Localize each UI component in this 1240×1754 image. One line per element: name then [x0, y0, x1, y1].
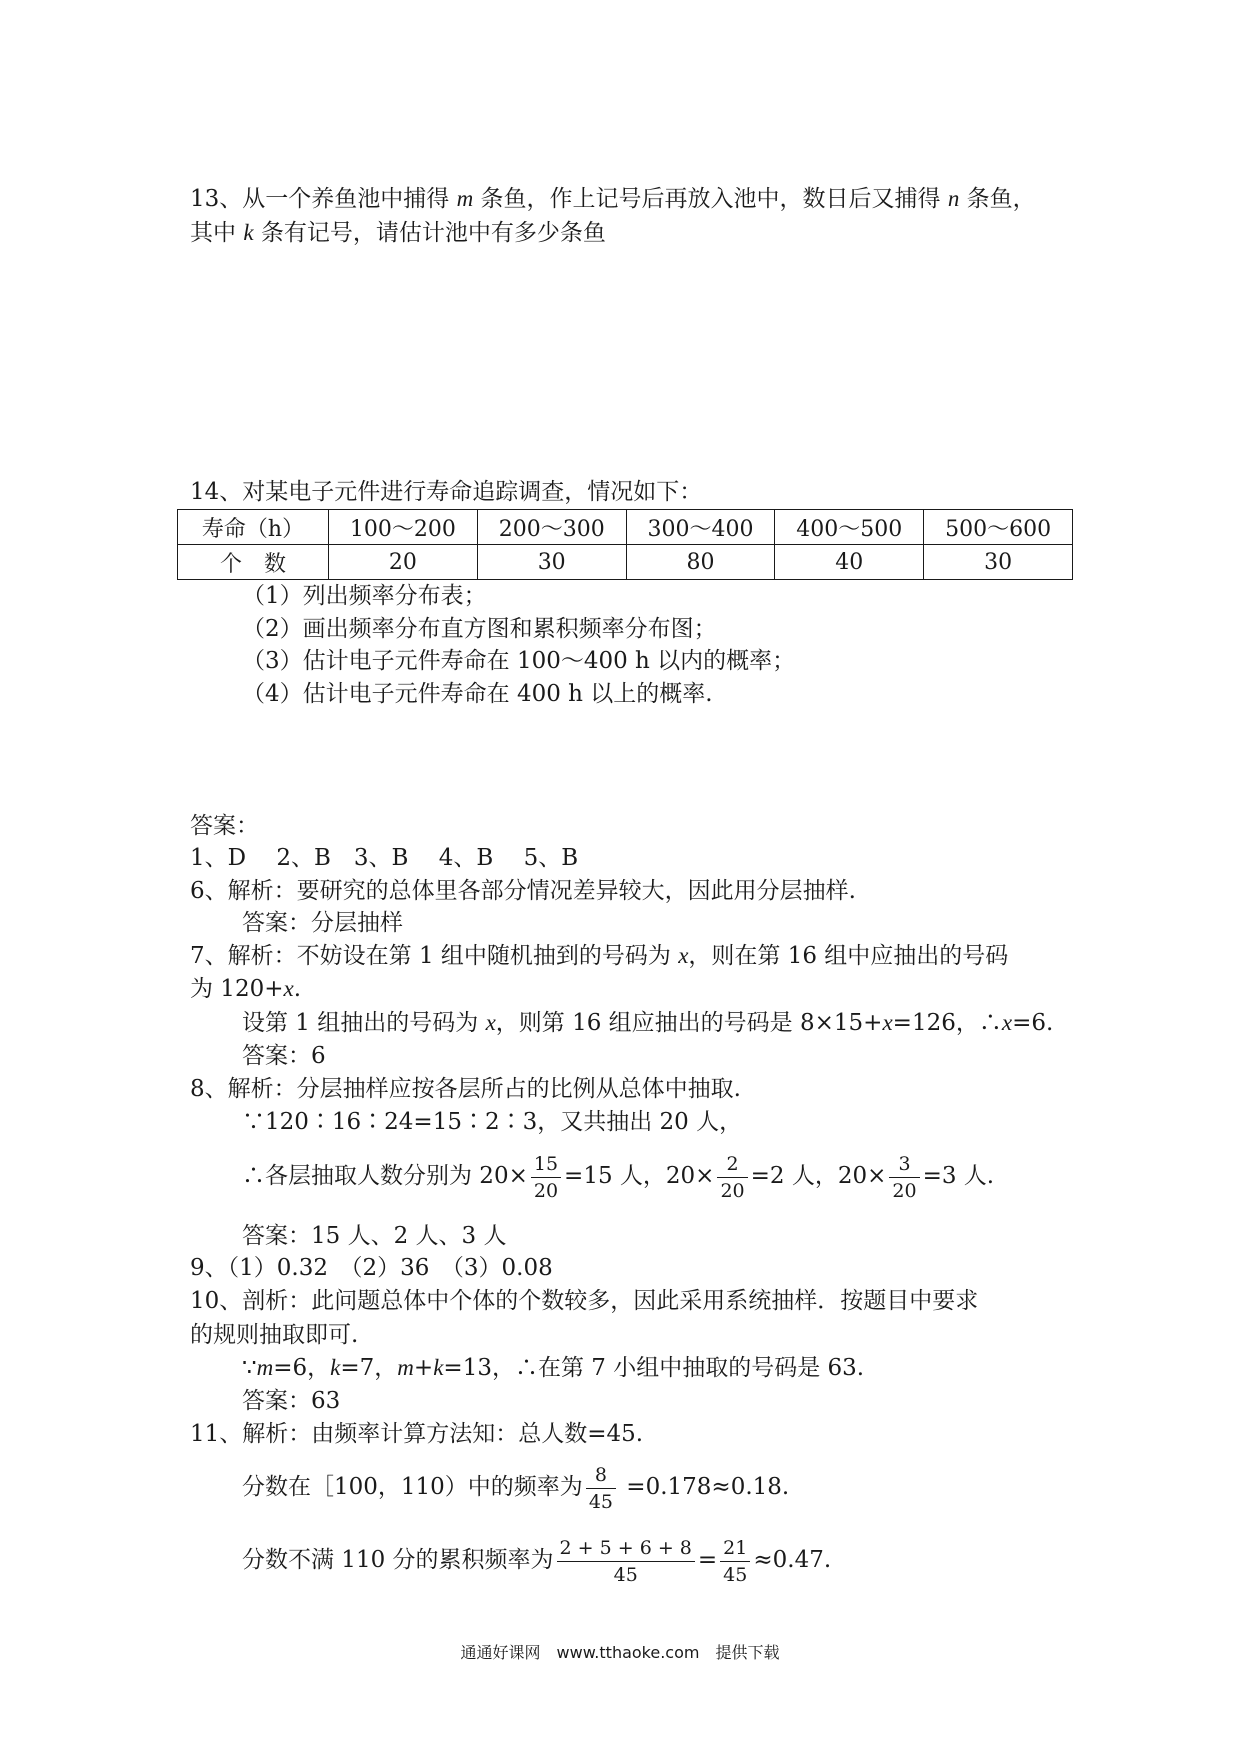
answer-text: 分数在［100，110）中的频率为: [242, 1474, 583, 1500]
fraction-denominator: 20: [720, 1179, 745, 1202]
answer-11-line-3: [242, 1532, 831, 1588]
q14-task-2: （2）画出频率分布直方图和累积频率分布图；: [242, 616, 717, 642]
answer-text: 为 120+: [190, 976, 284, 1002]
answer-text: =: [697, 1547, 718, 1573]
fraction-denominator: 45: [588, 1490, 613, 1513]
lifetime-table: [177, 509, 1073, 580]
table-cell: 40: [775, 545, 924, 580]
table-cell: 100～200: [329, 510, 478, 545]
answer-8-line-4: 答案：15 人、2 人、3 人: [242, 1223, 507, 1249]
answer-text: ，则第 16 组应抽出的号码是 8×15+: [495, 1010, 883, 1036]
answer-8-line-2: ∵120∶16∶24=15∶2∶3，又共抽出 20 人，: [242, 1109, 743, 1135]
var-k: k: [433, 1355, 444, 1380]
answer-10-line-3: [242, 1353, 864, 1383]
answer-10-line-1: 10、剖析：此问题总体中个体的个数较多，因此采用系统抽样．按题目中要求: [190, 1288, 979, 1314]
answers-heading: 答案：: [190, 813, 259, 839]
table-cell: 300～400: [626, 510, 775, 545]
answer-text: =13，∴在第 7 小组中抽取的号码是 63.: [443, 1355, 865, 1381]
var-n: n: [947, 186, 960, 211]
answer-text: =2 人，20×: [750, 1163, 887, 1189]
fraction-denominator: 45: [613, 1563, 638, 1586]
answer-text: =6，: [273, 1355, 331, 1381]
answer-text: +: [413, 1355, 434, 1381]
fraction: [889, 1153, 919, 1202]
answer-6-line-2: 答案：分层抽样: [242, 910, 403, 936]
answer-text: .: [293, 976, 302, 1002]
var-x: x: [882, 1010, 893, 1035]
q13-text: 13、从一个养鱼池中捕得: [190, 186, 457, 212]
table-row: [178, 510, 1073, 545]
fraction: [717, 1153, 747, 1202]
answer-text: =3 人.: [922, 1163, 995, 1189]
var-k: k: [243, 220, 254, 245]
q13-text: 条鱼，作上记号后再放入池中，数日后又捕得: [473, 186, 948, 212]
fraction-numerator: 8: [586, 1464, 616, 1489]
var-m: m: [397, 1355, 414, 1380]
answer-text: =126，∴: [892, 1010, 1002, 1036]
fraction-numerator: 15: [531, 1153, 561, 1178]
answer-text: 7、解析：不妨设在第 1 组中随机抽到的号码为: [190, 943, 679, 969]
fraction-denominator: 45: [723, 1563, 748, 1586]
answer-10-line-2: 的规则抽取即可.: [190, 1322, 359, 1348]
answers-1-5: 1、D 2、B 3、B 4、B 5、B: [190, 845, 579, 871]
answer-7-line-3: [242, 1008, 1053, 1038]
answer-text: ≈0.47.: [753, 1547, 832, 1573]
q13-line-1: [190, 184, 1036, 214]
answer-text: 分数不满 110 分的累积频率为: [242, 1547, 554, 1573]
answer-text: =0.178≈0.18.: [619, 1474, 790, 1500]
answer-6-line-1: 6、解析：要研究的总体里各部分情况差异较大，因此用分层抽样.: [190, 878, 856, 904]
answer-text: ，则在第 16 组中应抽出的号码: [688, 943, 1009, 969]
answer-text: ∴各层抽取人数分别为 20×: [242, 1163, 528, 1189]
q13-text: 条有记号，请估计池中有多少条鱼: [253, 220, 606, 246]
answer-8-line-3: [242, 1148, 994, 1204]
fraction-denominator: 20: [533, 1179, 559, 1202]
fraction: [720, 1537, 750, 1586]
table-cell: 寿命（h）: [178, 510, 329, 545]
answer-9: 9、（1）0.32 （2）36 （3）0.08: [190, 1255, 553, 1281]
answer-11-line-2: [242, 1459, 789, 1515]
answer-7-line-4: 答案：6: [242, 1043, 326, 1069]
table-cell: 80: [626, 545, 775, 580]
answer-text: 设第 1 组抽出的号码为: [242, 1010, 486, 1036]
q14-intro: 14、对某电子元件进行寿命追踪调查，情况如下：: [190, 479, 703, 505]
table-cell: 30: [924, 545, 1073, 580]
q14-task-3: （3）估计电子元件寿命在 100～400 h 以内的概率；: [242, 648, 796, 674]
answer-8-line-1: 8、解析：分层抽样应按各层所占的比例从总体中抽取.: [190, 1076, 741, 1102]
var-x: x: [1001, 1010, 1013, 1035]
var-m: m: [456, 186, 474, 211]
table-cell: 20: [329, 545, 478, 580]
answer-text: =15 人，20×: [564, 1163, 715, 1189]
var-x: x: [283, 976, 294, 1001]
table-cell: 400～500: [775, 510, 924, 545]
fraction-denominator: 20: [892, 1179, 917, 1202]
fraction-numerator: 21: [720, 1537, 750, 1562]
q13-line-2: [190, 218, 606, 248]
var-m: m: [256, 1355, 274, 1380]
var-x: x: [485, 1010, 496, 1035]
var-k: k: [330, 1355, 341, 1380]
fraction: [531, 1153, 561, 1202]
answer-7-line-2: [190, 974, 301, 1004]
answer-11-line-1: 11、解析：由频率计算方法知：总人数=45.: [190, 1421, 644, 1447]
q14-task-1: （1）列出频率分布表；: [242, 583, 487, 609]
answer-text: =7，: [340, 1355, 398, 1381]
answer-text: ∵: [242, 1355, 257, 1381]
fraction: [557, 1537, 695, 1586]
fraction: [586, 1464, 616, 1513]
q13-text: 其中: [190, 220, 244, 246]
table-cell: 500～600: [924, 510, 1073, 545]
fraction-numerator: 2 + 5 + 6 + 8: [557, 1537, 695, 1562]
var-x: x: [678, 943, 689, 968]
answer-7-line-1: [190, 941, 1008, 971]
answer-10-line-4: 答案：63: [242, 1388, 341, 1414]
table-row: [178, 545, 1073, 580]
table-cell: 200～300: [477, 510, 626, 545]
fraction-numerator: 2: [717, 1153, 747, 1178]
page-footer: 通通好课网 www.tthaoke.com 提供下载: [460, 1643, 780, 1662]
table-cell: 30: [477, 545, 626, 580]
table-cell: 个 数: [178, 545, 329, 580]
q13-text: 条鱼，: [959, 186, 1036, 212]
q14-task-4: （4）估计电子元件寿命在 400 h 以上的概率.: [242, 681, 713, 707]
answer-text: =6.: [1012, 1010, 1054, 1036]
fraction-numerator: 3: [889, 1153, 919, 1178]
